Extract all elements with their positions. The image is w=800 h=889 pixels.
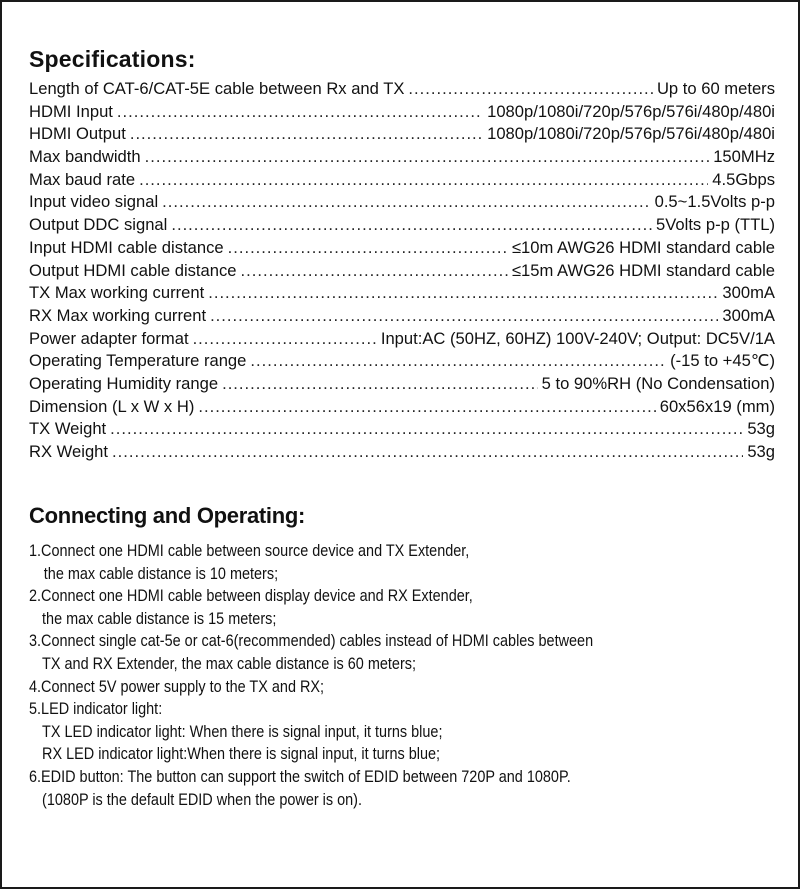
spec-value: 0.5~1.5Volts p-p: [654, 192, 775, 212]
spec-value: Up to 60 meters: [656, 79, 775, 98]
dot-leader: [241, 260, 508, 283]
spec-row: [29, 441, 775, 464]
spec-value: 5 to 90%RH (No Condensation): [541, 373, 775, 393]
step-line: RX LED indicator light:When there is signal input, it turns blue;: [42, 744, 441, 764]
step-line: the max cable distance is 10 meters;: [43, 563, 279, 583]
spec-row: [29, 169, 775, 192]
specifications-heading: Specifications:: [29, 46, 196, 72]
spec-row: [29, 373, 775, 396]
dot-leader: [222, 373, 538, 396]
spec-label: Max bandwidth: [29, 147, 141, 167]
spec-value: 5Volts p-p (TTL): [656, 215, 775, 235]
spec-row: [29, 101, 775, 124]
spec-value: 1080p/1080i/720p/576p/576i/480p/480i: [487, 101, 775, 121]
spec-value: 60x56x19 (mm): [659, 396, 775, 416]
spec-value: 1080p/1080i/720p/576p/576i/480p/480i: [487, 124, 775, 144]
spec-label: TX Max working current: [29, 283, 205, 303]
specifications-list: [29, 78, 775, 464]
dot-leader: [130, 123, 483, 146]
step-line: 2.Connect one HDMI cable between display device and RX Extender,: [29, 586, 473, 606]
spec-row: [29, 191, 775, 214]
spec-label: Operating Temperature range: [29, 351, 247, 371]
spec-label: Power adapter format: [29, 328, 189, 348]
spec-value: (-15 to +45℃): [670, 351, 775, 371]
spec-value: 300mA: [722, 305, 775, 325]
dot-leader: [171, 214, 652, 237]
spec-row: [29, 305, 775, 328]
spec-label: RX Weight: [29, 442, 109, 461]
dot-leader: [198, 396, 655, 419]
spec-value: Input:AC (50HZ, 60HZ) 100V-240V; Output: DC5V/1A: [380, 328, 775, 348]
spec-value: ≤10m AWG26 HDMI standard cable: [511, 237, 775, 257]
step-line: 6.EDID button: The button can support the switch of EDID between 720P and 1080P.: [29, 766, 571, 786]
step-line: (1080P is the default EDID when the power is on).: [42, 789, 362, 809]
spec-value: 53g: [747, 442, 775, 461]
dot-leader: [193, 328, 377, 351]
spec-row: [29, 78, 775, 101]
dot-leader: [210, 305, 718, 328]
spec-value: ≤15m AWG26 HDMI standard cable: [511, 260, 775, 280]
step-line: 5.LED indicator light:: [29, 699, 163, 719]
spec-label: Dimension (L x W x H): [29, 396, 195, 416]
step-line: 3.Connect single cat-5e or cat-6(recommended) cables instead of HDMI cables between: [29, 631, 594, 651]
spec-row: [29, 418, 775, 441]
spec-label: RX Max working current: [29, 305, 207, 325]
spec-row: [29, 123, 775, 146]
dot-leader: [250, 350, 666, 373]
spec-label: Length of CAT-6/CAT-5E cable between Rx and TX: [29, 79, 405, 98]
spec-label: Output HDMI cable distance: [29, 260, 237, 280]
step-line: the max cable distance is 15 meters;: [42, 608, 277, 628]
dot-leader: [228, 237, 508, 260]
dot-leader: [145, 146, 710, 169]
spec-row: [29, 237, 775, 260]
step-line: 4.Connect 5V power supply to the TX and RX;: [29, 676, 325, 696]
spec-row: [29, 214, 775, 237]
spec-value: 150MHz: [713, 147, 775, 167]
spec-label: Max baud rate: [29, 169, 136, 189]
spec-row: [29, 350, 775, 373]
spec-label: Operating Humidity range: [29, 373, 219, 393]
dot-leader: [112, 441, 743, 464]
spec-row: [29, 146, 775, 169]
operating-heading: Connecting and Operating:: [29, 503, 306, 528]
spec-value: 53g: [747, 419, 775, 439]
spec-label: TX Weight: [29, 419, 107, 439]
spec-value: 300mA: [722, 283, 775, 303]
dot-leader: [162, 191, 650, 214]
spec-label: Output DDC signal: [29, 215, 168, 235]
spec-label: HDMI Input: [29, 101, 113, 121]
spec-row: [29, 396, 775, 419]
operating-steps: [29, 540, 779, 811]
spec-value: 4.5Gbps: [712, 169, 775, 189]
dot-leader: [110, 418, 743, 441]
spec-row: [29, 328, 775, 351]
spec-label: Input video signal: [29, 192, 159, 212]
dot-leader: [117, 101, 483, 124]
dot-leader: [408, 78, 653, 101]
spec-label: HDMI Output: [29, 124, 126, 144]
step-line: TX and RX Extender, the max cable distance is 60 meters;: [42, 653, 416, 673]
dot-leader: [208, 282, 718, 305]
step-line: 1.Connect one HDMI cable between source device and TX Extender,: [29, 541, 470, 560]
dot-leader: [139, 169, 708, 192]
step-line: TX LED indicator light: When there is signal input, it turns blue;: [42, 721, 443, 741]
spec-label: Input HDMI cable distance: [29, 237, 224, 257]
spec-row: [29, 260, 775, 283]
spec-row: [29, 282, 775, 305]
